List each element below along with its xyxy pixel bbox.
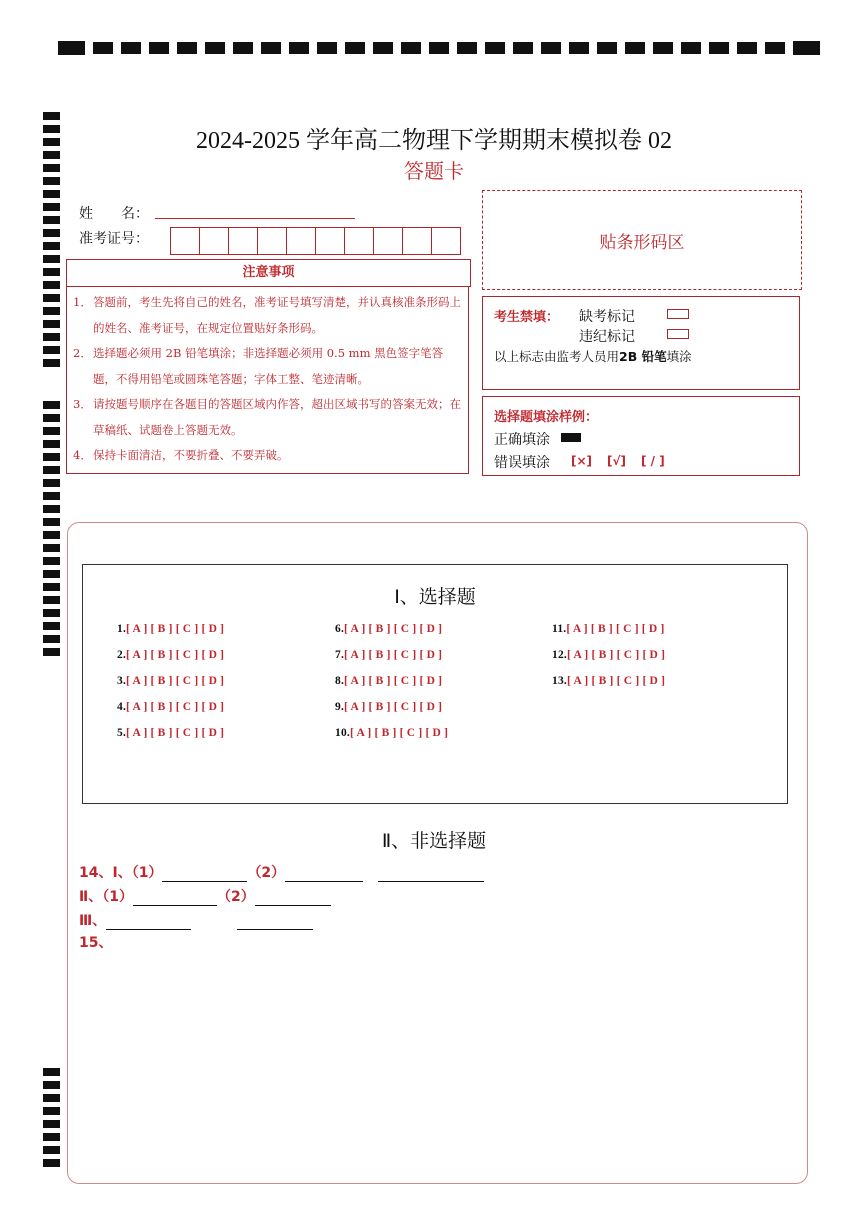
notice-item-number: 4． bbox=[73, 448, 92, 462]
q14-1-3-blank[interactable] bbox=[378, 867, 484, 882]
q14-2-2-label: （2） bbox=[216, 889, 255, 905]
choice-question[interactable] bbox=[335, 649, 442, 661]
timing-mark bbox=[261, 42, 281, 54]
question-number: 13. bbox=[552, 675, 567, 687]
timing-mark bbox=[43, 401, 60, 409]
answer-options[interactable]: [ A ] [ B ] [ C ] [ D ] bbox=[566, 649, 666, 661]
answer-options[interactable]: [ A ] [ B ] [ C ] [ D ] bbox=[126, 675, 225, 687]
id-digit-box[interactable] bbox=[374, 228, 403, 254]
notice-item bbox=[73, 290, 464, 341]
id-digit-box[interactable] bbox=[171, 228, 200, 254]
id-digit-box[interactable] bbox=[287, 228, 316, 254]
timing-mark bbox=[43, 203, 60, 211]
q14-1-1-blank[interactable] bbox=[162, 867, 247, 882]
q15-row bbox=[79, 932, 112, 952]
timing-mark bbox=[793, 41, 820, 55]
timing-mark bbox=[737, 42, 757, 54]
wrong-fill-sample-check: [√] bbox=[607, 454, 626, 468]
correct-fill-label: 正确填涂 bbox=[494, 432, 550, 448]
timing-mark bbox=[43, 453, 60, 461]
q14-1-2-label: （2） bbox=[247, 865, 286, 881]
wrong-fill-sample-slash: [ / ] bbox=[641, 454, 665, 468]
question-number: 4. bbox=[117, 701, 127, 713]
id-digit-box[interactable] bbox=[432, 228, 460, 254]
answer-options[interactable]: [ A ] [ B ] [ C ] [ D ] bbox=[344, 701, 443, 713]
choice-question[interactable] bbox=[117, 649, 224, 661]
timing-mark bbox=[429, 42, 449, 54]
q14-1-2-blank[interactable] bbox=[285, 867, 363, 882]
left-timing-marks-lower bbox=[43, 1068, 60, 1172]
barcode-label: 贴条形码区 bbox=[599, 232, 685, 253]
timing-mark bbox=[597, 42, 617, 54]
timing-mark bbox=[43, 112, 60, 120]
answer-options[interactable]: [ A ] [ B ] [ C ] [ D ] bbox=[344, 675, 443, 687]
question-number: 10. bbox=[335, 727, 350, 739]
answer-options[interactable]: [ A ] [ B ] [ C ] [ D ] bbox=[126, 623, 225, 635]
timing-mark bbox=[177, 42, 197, 54]
q14-2-label: Ⅱ、（1） bbox=[79, 889, 133, 905]
choice-question[interactable] bbox=[552, 623, 665, 635]
timing-mark bbox=[681, 42, 701, 54]
q14-row3 bbox=[79, 910, 313, 930]
timing-mark bbox=[149, 42, 169, 54]
fill-sample-box bbox=[482, 396, 800, 476]
id-digit-box[interactable] bbox=[229, 228, 258, 254]
timing-mark bbox=[43, 1107, 60, 1115]
timing-mark bbox=[43, 544, 60, 552]
absent-mark-label: 缺考标记 bbox=[579, 309, 635, 325]
id-digit-box[interactable] bbox=[316, 228, 345, 254]
question-number: 7. bbox=[335, 649, 345, 661]
nonchoice-section-title: Ⅱ、非选择题 bbox=[381, 830, 487, 852]
id-number-boxes[interactable] bbox=[170, 227, 461, 255]
timing-mark bbox=[43, 648, 60, 656]
notice-heading: 注意事项 bbox=[66, 259, 471, 287]
notice-item-text: 选择题必须用 2B 铅笔填涂；非选择题必须用 0.5 mm 黑色签字笔答题，不得用铅笔或圆珠笔答题；字体工整、笔迹清晰。 bbox=[93, 346, 444, 386]
timing-mark bbox=[43, 609, 60, 617]
page-title: 2024-2025 学年高二物理下学期期末模拟卷 02 bbox=[196, 128, 672, 154]
question-number: 9. bbox=[335, 701, 345, 713]
timing-mark bbox=[43, 229, 60, 237]
timing-mark bbox=[345, 42, 365, 54]
sample-heading: 选择题填涂样例： bbox=[494, 410, 599, 425]
name-field[interactable] bbox=[155, 218, 355, 219]
timing-mark bbox=[569, 42, 589, 54]
q14-2-1-blank[interactable] bbox=[133, 891, 217, 906]
timing-mark bbox=[43, 359, 60, 367]
q14-2-2-blank[interactable] bbox=[255, 891, 331, 906]
timing-mark bbox=[43, 281, 60, 289]
violation-mark-label: 违纪标记 bbox=[579, 329, 635, 345]
timing-mark bbox=[653, 42, 673, 54]
id-digit-box[interactable] bbox=[200, 228, 229, 254]
choice-question[interactable] bbox=[335, 701, 442, 713]
timing-mark bbox=[43, 255, 60, 263]
timing-mark bbox=[43, 190, 60, 198]
choice-section-box bbox=[82, 564, 788, 804]
timing-mark bbox=[205, 42, 225, 54]
absent-mark-box[interactable] bbox=[667, 309, 689, 319]
timing-mark bbox=[43, 320, 60, 328]
choice-question[interactable] bbox=[335, 675, 442, 687]
timing-mark bbox=[401, 42, 421, 54]
timing-mark bbox=[43, 557, 60, 565]
question-number: 5. bbox=[117, 727, 127, 739]
q14-3-1-blank[interactable] bbox=[106, 915, 191, 930]
timing-mark bbox=[43, 440, 60, 448]
notice-item-number: 1． bbox=[73, 295, 92, 309]
timing-mark bbox=[233, 42, 253, 54]
question-number: 6. bbox=[335, 623, 345, 635]
timing-mark bbox=[43, 479, 60, 487]
timing-mark bbox=[43, 1081, 60, 1089]
timing-mark bbox=[43, 1146, 60, 1154]
timing-mark bbox=[317, 42, 337, 54]
timing-mark bbox=[43, 622, 60, 630]
q14-label: 14、Ⅰ、（1） bbox=[79, 865, 163, 881]
timing-mark bbox=[513, 42, 533, 54]
violation-mark-box[interactable] bbox=[667, 329, 689, 339]
choice-section-title: Ⅰ、选择题 bbox=[394, 586, 476, 608]
forbid-note-bold: 2B 铅笔 bbox=[619, 349, 667, 364]
timing-mark bbox=[43, 427, 60, 435]
notice-item-text: 请按题号顺序在各题目的答题区域内作答，超出区域书写的答案无效；在草稿纸、试题卷上答题无效。 bbox=[93, 397, 461, 437]
question-number: 12. bbox=[552, 649, 567, 661]
timing-mark bbox=[43, 570, 60, 578]
wrong-fill-sample-x: [×] bbox=[571, 454, 593, 468]
name-label: 姓 名： bbox=[79, 206, 149, 222]
notice-item-text: 答题前，考生先将自己的姓名，准考证号填写清楚，并认真核准条形码上的姓名、准考证号，在规定位置贴好条形码。 bbox=[93, 295, 461, 335]
timing-mark bbox=[43, 307, 60, 315]
answer-options[interactable]: [ A ] [ B ] [ C ] [ D ] bbox=[126, 701, 225, 713]
timing-mark bbox=[43, 346, 60, 354]
question-number: 8. bbox=[335, 675, 345, 687]
choice-question[interactable] bbox=[335, 623, 442, 635]
top-timing-marks bbox=[58, 41, 820, 55]
forbid-note-prefix: 以上标志由监考人员用 bbox=[494, 349, 620, 364]
notice-item bbox=[73, 341, 464, 392]
timing-mark bbox=[43, 294, 60, 302]
timing-mark bbox=[43, 1120, 60, 1128]
timing-mark bbox=[43, 583, 60, 591]
q14-3-label: Ⅲ、 bbox=[79, 913, 107, 929]
choice-question[interactable] bbox=[335, 727, 448, 739]
id-label: 准考证号： bbox=[79, 231, 149, 247]
timing-mark bbox=[485, 42, 505, 54]
forbid-note bbox=[494, 347, 692, 365]
forbid-note-suffix: 填涂 bbox=[666, 349, 692, 364]
q14-row2 bbox=[79, 886, 331, 906]
timing-mark bbox=[43, 1133, 60, 1141]
q14-row1 bbox=[79, 862, 484, 882]
timing-mark bbox=[43, 1094, 60, 1102]
id-digit-box[interactable] bbox=[345, 228, 374, 254]
id-digit-box[interactable] bbox=[258, 228, 287, 254]
forbid-box bbox=[482, 296, 800, 390]
timing-mark bbox=[121, 42, 141, 54]
answer-options[interactable]: [ A ] [ B ] [ C ] [ D ] bbox=[566, 675, 666, 687]
question-number: 1. bbox=[117, 623, 127, 635]
answer-options[interactable]: [ A ] [ B ] [ C ] [ D ] bbox=[126, 727, 225, 739]
timing-mark bbox=[43, 635, 60, 643]
timing-mark bbox=[541, 42, 561, 54]
timing-mark bbox=[43, 216, 60, 224]
timing-mark bbox=[43, 505, 60, 513]
answer-options[interactable]: [ A ] [ B ] [ C ] [ D ] bbox=[566, 623, 665, 635]
choice-question[interactable] bbox=[552, 649, 665, 661]
timing-mark bbox=[43, 1068, 60, 1076]
timing-mark bbox=[373, 42, 393, 54]
notice-body bbox=[66, 286, 469, 474]
answer-options[interactable]: [ A ] [ B ] [ C ] [ D ] bbox=[344, 649, 443, 661]
timing-mark bbox=[43, 414, 60, 422]
page-subtitle: 答题卡 bbox=[404, 159, 464, 183]
notice-item-text: 保持卡面清洁，不要折叠、不要弄破。 bbox=[93, 448, 289, 462]
timing-mark bbox=[457, 42, 477, 54]
question-number: 3. bbox=[117, 675, 127, 687]
timing-mark bbox=[43, 492, 60, 500]
timing-mark bbox=[43, 1159, 60, 1167]
timing-mark bbox=[43, 596, 60, 604]
choice-question[interactable] bbox=[117, 701, 224, 713]
timing-mark bbox=[43, 242, 60, 250]
notice-item-number: 2． bbox=[73, 346, 92, 360]
timing-mark bbox=[43, 333, 60, 341]
timing-mark bbox=[289, 42, 309, 54]
timing-mark bbox=[625, 42, 645, 54]
choice-question[interactable] bbox=[117, 675, 224, 687]
left-timing-marks-middle bbox=[43, 401, 60, 661]
answer-options[interactable]: [ A ] [ B ] [ C ] [ D ] bbox=[349, 727, 449, 739]
question-number: 11. bbox=[552, 623, 567, 635]
answer-options[interactable]: [ A ] [ B ] [ C ] [ D ] bbox=[344, 623, 443, 635]
timing-mark bbox=[43, 466, 60, 474]
barcode-area bbox=[482, 190, 802, 290]
timing-mark bbox=[709, 42, 729, 54]
correct-fill-sample bbox=[561, 433, 581, 442]
notice-item bbox=[73, 392, 464, 443]
timing-mark bbox=[43, 518, 60, 526]
q15-label: 15、 bbox=[79, 935, 113, 951]
notice-item-number: 3． bbox=[73, 397, 92, 411]
notice-item bbox=[73, 443, 464, 469]
timing-mark bbox=[93, 42, 113, 54]
choice-question[interactable] bbox=[552, 675, 665, 687]
timing-mark bbox=[58, 41, 85, 55]
q14-3-2-blank[interactable] bbox=[237, 915, 313, 930]
question-number: 2. bbox=[117, 649, 127, 661]
forbid-label: 考生禁填： bbox=[494, 310, 560, 325]
id-digit-box[interactable] bbox=[403, 228, 432, 254]
timing-mark bbox=[43, 268, 60, 276]
timing-mark bbox=[43, 531, 60, 539]
answer-options[interactable]: [ A ] [ B ] [ C ] [ D ] bbox=[126, 649, 225, 661]
choice-question[interactable] bbox=[117, 727, 224, 739]
choice-question[interactable] bbox=[117, 623, 224, 635]
timing-mark bbox=[765, 42, 785, 54]
wrong-fill-label: 错误填涂 bbox=[494, 455, 550, 471]
